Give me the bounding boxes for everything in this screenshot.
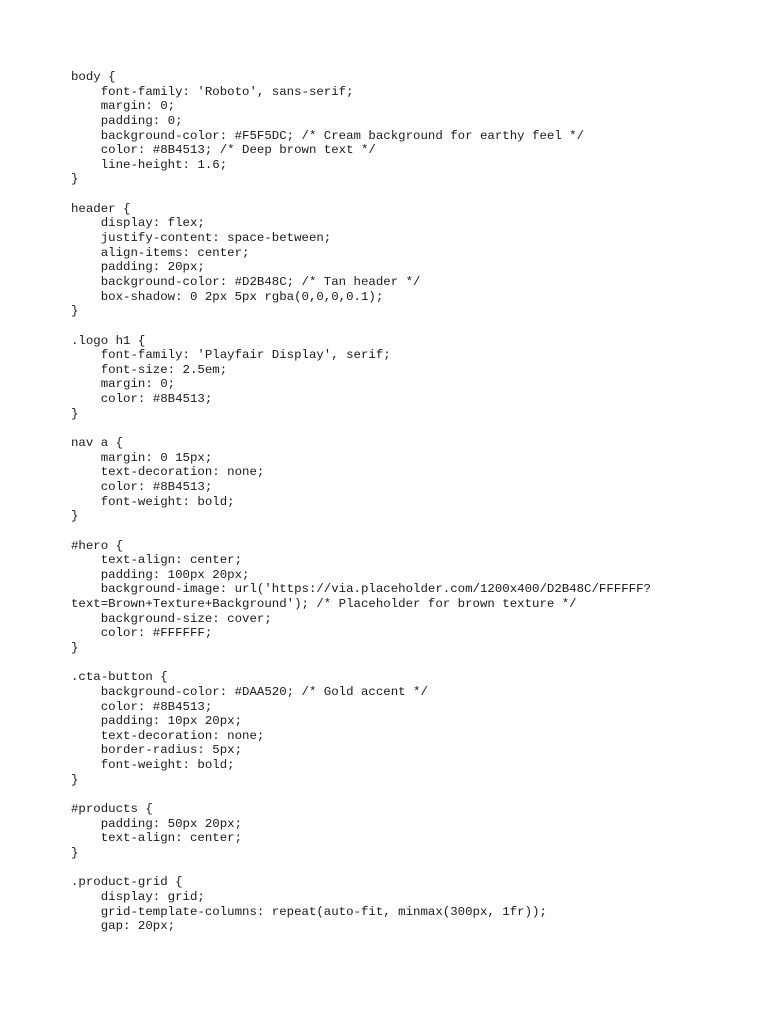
code-line: nav a { <box>71 436 124 451</box>
code-line: #products { <box>71 802 153 817</box>
code-line: align-items: center; <box>71 245 250 260</box>
code-line: color: #8B4513; /* Deep brown text */ <box>71 143 376 158</box>
code-line: padding: 0; <box>71 113 183 128</box>
code-line: header { <box>71 201 131 216</box>
code-line <box>71 524 731 539</box>
code-line: } <box>71 772 79 787</box>
code-line: padding: 100px 20px; <box>71 567 250 582</box>
code-line: #hero { <box>71 538 124 553</box>
code-line: color: #8B4513; <box>71 479 213 494</box>
code-line: background-color: #DAA520; /* Gold accent */ <box>71 684 428 699</box>
code-line: font-family: 'Playfair Display', serif; <box>71 348 391 363</box>
code-line: } <box>71 845 79 860</box>
code-line <box>71 861 731 876</box>
code-line: padding: 10px 20px; <box>71 714 243 729</box>
code-line: grid-template-columns: repeat(auto-fit, minmax(300px, 1fr)); <box>71 904 547 919</box>
code-line: } <box>71 304 79 319</box>
code-line: text-decoration: none; <box>71 465 265 480</box>
code-line: font-weight: bold; <box>71 758 235 773</box>
code-line: justify-content: space-between; <box>71 231 332 246</box>
code-line: } <box>71 509 79 524</box>
code-line: padding: 50px 20px; <box>71 816 243 831</box>
code-line: color: #8B4513; <box>71 392 213 407</box>
code-line: gap: 20px; <box>71 919 176 934</box>
code-line: text=Brown+Texture+Background'); /* Placeholder for brown texture */ <box>71 597 577 612</box>
code-line: box-shadow: 0 2px 5px rgba(0,0,0,0.1); <box>71 289 384 304</box>
code-line: } <box>71 640 79 655</box>
code-line: background-color: #D2B48C; /* Tan header */ <box>71 274 421 289</box>
code-line: color: #8B4513; <box>71 699 213 714</box>
code-line: .product-grid { <box>71 875 183 890</box>
code-line: border-radius: 5px; <box>71 743 243 758</box>
code-line: line-height: 1.6; <box>71 157 228 172</box>
code-line: .logo h1 { <box>71 333 146 348</box>
code-line: margin: 0; <box>71 377 176 392</box>
code-line: } <box>71 406 79 421</box>
code-line <box>71 421 731 436</box>
code-line: display: grid; <box>71 889 205 904</box>
code-line <box>71 187 731 202</box>
code-line: background-size: cover; <box>71 611 272 626</box>
code-line: text-align: center; <box>71 831 243 846</box>
code-line <box>71 656 731 671</box>
code-line: text-decoration: none; <box>71 728 265 743</box>
code-line: } <box>71 172 79 187</box>
code-line: background-image: url('https://via.placeholder.com/1200x400/D2B48C/FFFFFF? <box>71 582 651 597</box>
code-line: font-size: 2.5em; <box>71 362 228 377</box>
code-line: margin: 0 15px; <box>71 450 213 465</box>
code-line: color: #FFFFFF; <box>71 626 213 641</box>
code-line <box>71 319 731 334</box>
code-line: body { <box>71 70 116 84</box>
code-line: .cta-button { <box>71 670 168 685</box>
code-line: text-align: center; <box>71 553 243 568</box>
code-line: font-weight: bold; <box>71 494 235 509</box>
code-listing <box>71 70 731 934</box>
code-line: padding: 20px; <box>71 260 205 275</box>
code-line: background-color: #F5F5DC; /* Cream background for earthy feel */ <box>71 128 585 143</box>
code-line: display: flex; <box>71 216 205 231</box>
code-line: font-family: 'Roboto', sans-serif; <box>71 84 354 99</box>
code-line <box>71 787 731 802</box>
code-line: margin: 0; <box>71 99 176 114</box>
